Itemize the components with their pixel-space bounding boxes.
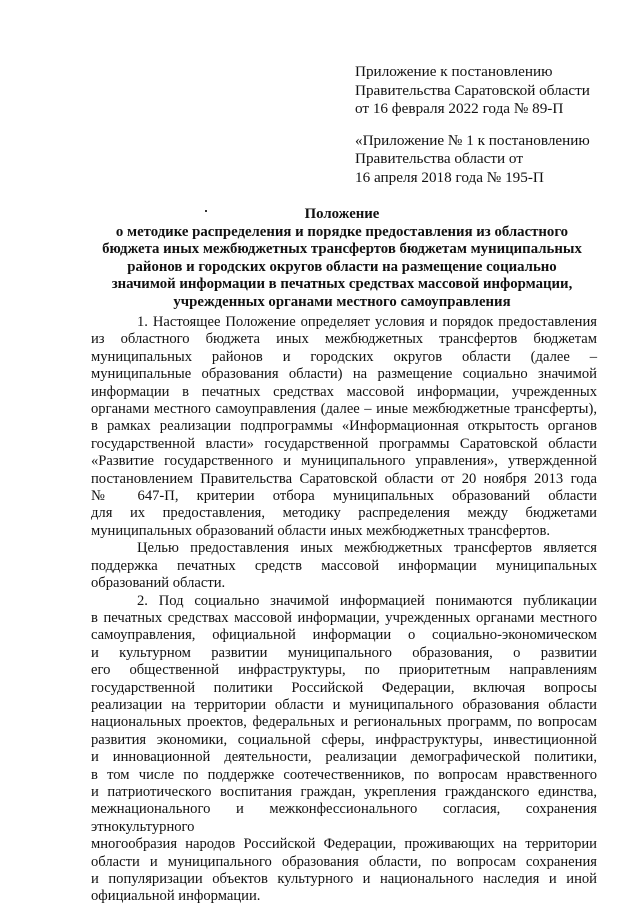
- text-line: муниципальных районов и городских округов области (далее –: [91, 348, 597, 365]
- appendix-line: Приложение к постановлению: [355, 63, 553, 80]
- text-line: для их предоставления, методику распределения между бюджетами: [91, 505, 597, 522]
- paragraph-1: [91, 314, 597, 540]
- appendix-header: [355, 63, 615, 187]
- text-line: и культурном развитии муниципального образования, о развитии: [91, 644, 597, 661]
- text-line: № 647-П, критерии отбора муниципальных образований области: [91, 488, 597, 505]
- text-line: развития экономики, социальной сферы, инфраструктуры, инвестиционной: [91, 731, 597, 748]
- text-line: органами местного самоуправления (далее – иные межбюджетные трансферты),: [91, 401, 597, 418]
- text-line: информации в печатных средствах массовой информации, учрежденных: [91, 383, 597, 400]
- text-line: постановлением Правительства Саратовской области от 20 ноября 2013 года: [91, 470, 597, 487]
- document-body: [91, 314, 597, 906]
- text-line: из областного бюджета иных межбюджетных трансфертов бюджетам: [91, 331, 597, 348]
- title-line: районов и городских округов области на размещение социально: [127, 258, 557, 275]
- appendix-line: Правительства Саратовской области: [355, 81, 590, 99]
- title-line: Положение: [304, 206, 380, 222]
- text-line: муниципальных образований области иных межбюджетных трансфертов.: [91, 522, 550, 539]
- text-line: 1. Настоящее Положение определяет условия и порядок предоставления: [137, 314, 597, 330]
- title-line: бюджета иных межбюджетных трансфертов бюджетам муниципальных: [102, 241, 582, 258]
- text-line: области и муниципального образования области, по вопросам сохранения: [91, 853, 597, 870]
- appendix-line: 16 апреля 2018 года № 195-П: [355, 168, 544, 186]
- text-line: его общественной инфраструктуры, по приоритетным направлениям: [91, 662, 597, 679]
- text-line: и инновационной деятельности, реализации демографической политики,: [91, 749, 597, 766]
- text-line: и патриотического воспитания граждан, укрепления гражданского единства,: [91, 783, 597, 800]
- appendix-line: от 16 февраля 2022 года № 89-П: [355, 100, 564, 117]
- text-line: поддержка печатных средств массовой информации муниципальных: [91, 557, 597, 574]
- text-line: образований области.: [91, 575, 226, 592]
- text-line: муниципальные образования области) на размещение социально значимой: [91, 366, 597, 383]
- document-title: [88, 206, 596, 312]
- text-line: в рамках реализации подпрограммы «Информационная открытость органов: [91, 418, 597, 435]
- text-line: и популяризации объектов культурного и национального наследия и иной: [91, 871, 597, 887]
- text-line: межнационального и межконфессионального согласия, сохранения этнокультурного: [91, 801, 597, 835]
- text-line: многообразия народов Российской Федерации, проживающих на территории: [91, 836, 597, 853]
- text-line: в том числе по поддержке соотечественников, по вопросам нравственного: [91, 766, 597, 783]
- title-line: о методике распределения и порядке предоставления из областного: [115, 223, 569, 240]
- text-line: самоуправления, официальной информации о социально-экономическом: [91, 627, 597, 644]
- text-line: Целью предоставления иных межбюджетных трансфертов является: [137, 540, 597, 557]
- appendix-line: «Приложение № 1 к постановлению: [355, 131, 590, 149]
- text-line: государственной власти» государственной программы Саратовской области: [91, 435, 597, 452]
- text-line: в печатных средствах массовой информации, учрежденных органами местного: [91, 609, 597, 626]
- paragraph-3: [91, 593, 597, 906]
- title-line: учрежденных органами местного самоуправления: [173, 293, 511, 310]
- text-line: реализации на территории области и муниципального образования области: [91, 696, 597, 713]
- appendix-line: Правительства области от: [355, 150, 523, 167]
- text-line: государственной политики Российской Федерации, включая вопросы: [91, 679, 597, 696]
- text-line: национальных проектов, федеральных и региональных программ, по вопросам: [91, 714, 597, 731]
- text-line: 2. Под социально значимой информацией понимаются публикации: [137, 592, 597, 609]
- title-line: значимой информации в печатных средствах массовой информации,: [111, 276, 573, 293]
- paragraph-2: [91, 540, 597, 592]
- text-line: официальной информации.: [91, 888, 261, 905]
- text-line: «Развитие государственного и муниципального управления», утвержденной: [91, 453, 597, 470]
